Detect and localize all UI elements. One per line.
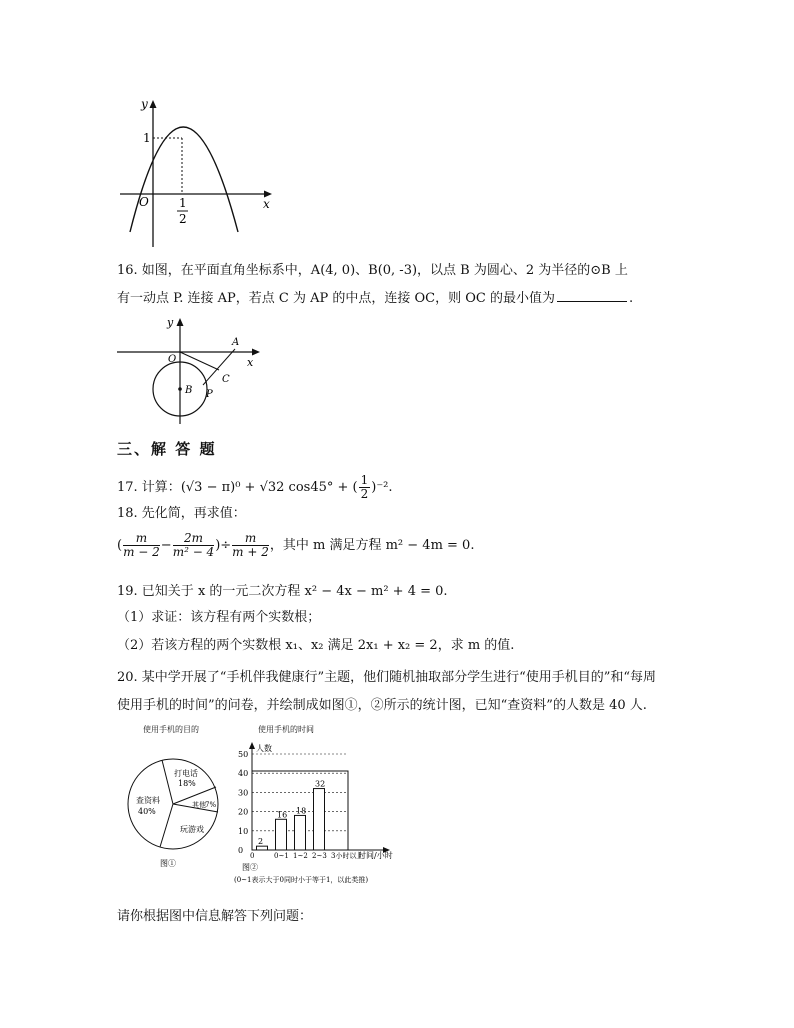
bar-xtick-label: 0 bbox=[250, 852, 255, 860]
circle-graph bbox=[115, 316, 265, 426]
bar-data-label: 2 bbox=[258, 837, 264, 847]
bar-note: (0~1表示大于0同时小于等于1，以此类推) bbox=[234, 876, 369, 884]
y-axis-label: y bbox=[141, 97, 148, 111]
q18-f1-num: m bbox=[123, 532, 160, 546]
bar-chart-title: 使用手机的时间 bbox=[258, 725, 314, 734]
q17-label: 17. 计算： bbox=[117, 480, 181, 495]
q17-frac-num: 1 bbox=[360, 473, 369, 487]
bar-mark bbox=[257, 846, 268, 850]
q17-frac-den: 2 bbox=[360, 487, 369, 501]
q18-frac1 bbox=[123, 532, 160, 559]
q17-line bbox=[117, 474, 393, 501]
q17-part2: √32 cos45° + ( bbox=[259, 480, 358, 495]
q16-line1: 16. 如图，在平面直角坐标系中，A(4, 0)、B(0, -3)，以点 B 为圆心、2 为半径的⊙B 上 bbox=[117, 263, 628, 278]
q18-f3-num: m bbox=[232, 532, 269, 546]
point-p-label: P bbox=[206, 389, 213, 400]
bar-ytick-label: 0 bbox=[238, 846, 244, 855]
bar-ylabel: 人数 bbox=[256, 744, 272, 753]
q19-line3: （2）若该方程的两个实数根 x₁、x₂ 满足 2x₁ + x₂ = 2，求 m 的值. bbox=[117, 638, 515, 653]
q17-fraction bbox=[359, 474, 371, 501]
bar-xtick-label: 3小时以上 bbox=[331, 852, 364, 860]
q18-expression: ( $\frac{m}{m - 2}$ − $\frac{2m}{\text{m² − 4}}$ )÷ $\frac{m}{m + 2}$ ，其中 m 满足方程 m² − 4m = 0. bbox=[117, 531, 475, 559]
bar-xtick-label: 2~3 bbox=[312, 852, 327, 860]
bar-caption: 图② bbox=[242, 863, 258, 872]
q18-frac2 bbox=[173, 532, 215, 559]
pie-chart-title: 使用手机的目的 bbox=[143, 725, 199, 734]
pie-label-calls: 打电话 bbox=[174, 769, 198, 778]
pie-label-other: 其他 bbox=[192, 801, 206, 809]
pie-caption: 图① bbox=[160, 859, 176, 868]
bar-xlabel: 时间/小时 bbox=[358, 851, 393, 860]
pie-pct-research: 40% bbox=[138, 807, 156, 816]
pie-chart bbox=[120, 752, 230, 872]
bar-mark bbox=[276, 819, 287, 850]
answer-blank bbox=[557, 289, 627, 302]
bar-chart bbox=[226, 738, 416, 888]
bar-ytick-label: 30 bbox=[238, 788, 249, 798]
q16-line2-text: 有一动点 P. 连接 AP，若点 C 为 AP 的中点，连接 OC，则 OC 的最小值为 bbox=[117, 291, 555, 306]
q16-line2-end: . bbox=[629, 291, 634, 306]
parabola-graph bbox=[115, 92, 285, 252]
bar-marks bbox=[250, 780, 363, 860]
bar-xtick-label: 0~1 bbox=[274, 852, 289, 860]
point-c-label: C bbox=[222, 374, 230, 385]
section-heading: 三、解 答 题 bbox=[117, 440, 217, 458]
q16-line2 bbox=[117, 289, 633, 308]
q19-line2: （1）求证：该方程有两个实数根； bbox=[117, 610, 321, 625]
bar-ytick-label: 20 bbox=[238, 807, 249, 817]
y-tick-one: 1 bbox=[143, 131, 151, 145]
point-b-label: B bbox=[185, 385, 193, 396]
bar-ytick-label: 40 bbox=[238, 769, 249, 779]
q18-tail: ，其中 m 满足方程 m² − 4m = 0. bbox=[269, 538, 475, 553]
q18-minus: − bbox=[160, 538, 172, 553]
bar-data-label: 32 bbox=[315, 779, 326, 789]
bar-xtick-label: 1~2 bbox=[293, 852, 308, 860]
pie-label-research: 查资料 bbox=[136, 796, 160, 805]
q18-line1: 18. 先化简，再求值： bbox=[117, 506, 246, 521]
q18-f3-den: m + 2 bbox=[232, 545, 269, 559]
origin-label-2: O bbox=[168, 354, 177, 365]
closing-line: 请你根据图中信息解答下列问题： bbox=[117, 909, 313, 924]
q18-div: )÷ bbox=[215, 538, 232, 553]
bar-mark bbox=[295, 815, 306, 850]
half-denominator: 2 bbox=[179, 212, 187, 226]
q19-line1: 19. 已知关于 x 的一元二次方程 x² − 4x − m² + 4 = 0. bbox=[117, 584, 448, 599]
bar-mark bbox=[314, 789, 325, 850]
q17-part3: )⁻². bbox=[371, 480, 393, 495]
q18-frac3 bbox=[232, 532, 269, 559]
x-axis-label: x bbox=[263, 197, 270, 211]
y-axis-label-2: y bbox=[167, 316, 174, 329]
pie-pct-calls: 18% bbox=[178, 779, 196, 788]
bar-data-label: 18 bbox=[296, 806, 307, 816]
origin-label: O bbox=[139, 195, 149, 209]
bar-grid bbox=[238, 750, 348, 855]
half-numerator: 1 bbox=[179, 196, 187, 210]
point-a-label: A bbox=[232, 337, 240, 348]
q18-f2-den: m² − 4 bbox=[172, 545, 215, 559]
bar-ytick-label: 50 bbox=[238, 750, 249, 759]
bar-ytick-label: 10 bbox=[238, 826, 249, 836]
q18-f1-den: m − 2 bbox=[123, 545, 160, 559]
pie-pct-other: 7% bbox=[205, 801, 217, 809]
q17-part1: (√3 − π)⁰ + bbox=[180, 480, 260, 495]
x-axis-label-2: x bbox=[247, 356, 254, 369]
pie-label-games: 玩游戏 bbox=[180, 825, 204, 834]
q18-f2-num: 2m bbox=[173, 532, 215, 546]
q20-line1: 20. 某中学开展了“手机伴我健康行”主题，他们随机抽取部分学生进行“使用手机目的”和“每周 bbox=[117, 670, 657, 685]
q20-line2: 使用手机的时间”的问卷，并绘制成如图①，②所示的统计图，已知“查资料”的人数是 40 人. bbox=[117, 698, 647, 713]
bar-data-label: 16 bbox=[277, 810, 288, 820]
